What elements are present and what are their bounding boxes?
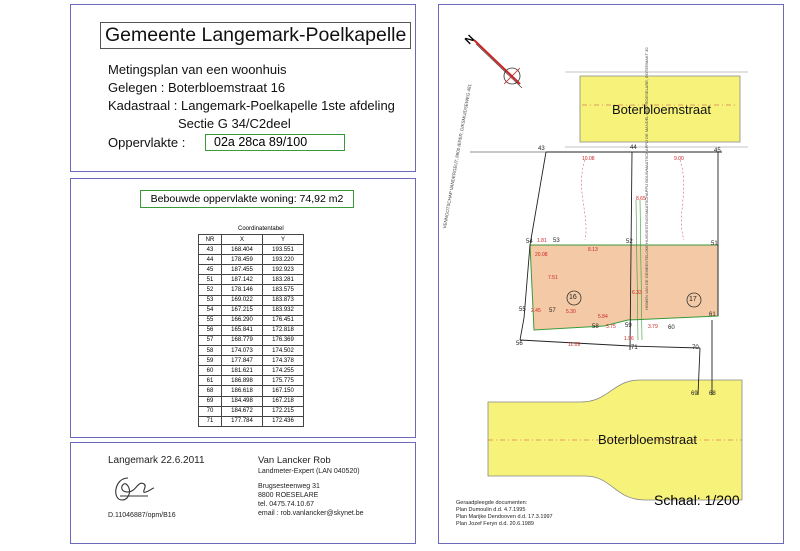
point-57: 57 <box>549 308 556 314</box>
coord-cell-y: 172.818 <box>263 325 304 335</box>
doc-1: Plan Dumoulin d.d. 4.7.1995 <box>456 507 526 513</box>
coord-cell-nr: 53 <box>199 295 222 305</box>
point-44: 44 <box>630 145 637 151</box>
coord-cell-x: 186.898 <box>222 376 263 386</box>
coord-cell-nr: 51 <box>199 275 222 285</box>
coord-cell-x: 168.779 <box>222 335 263 345</box>
coord-cell-x: 165.841 <box>222 325 263 335</box>
lot-16: 16 <box>569 294 577 301</box>
table-row <box>199 396 304 406</box>
col-nr: NR <box>199 235 222 245</box>
table-row <box>199 295 304 305</box>
coord-cell-nr: 71 <box>199 416 222 426</box>
table-row <box>199 346 304 356</box>
coord-cell-nr: 45 <box>199 265 222 275</box>
north-label: N <box>462 32 478 48</box>
dim-44-45: 9.00 <box>674 156 684 162</box>
col-y: Y <box>263 235 304 245</box>
email: email : rob.vanlancker@skynet.be <box>258 510 364 517</box>
doc-3: Plan Jozef Feryn d.d. 20.6.1989 <box>456 521 534 527</box>
coord-cell-y: 167.150 <box>263 386 304 396</box>
coord-cell-x: 177.847 <box>222 356 263 366</box>
dim-52-59: 6.33 <box>632 290 642 296</box>
coord-cell-nr: 43 <box>199 245 222 255</box>
table-row <box>199 325 304 335</box>
address-street: Brugsesteenweg 31 <box>258 483 320 490</box>
area-value: 02a 28ca 89/100 <box>205 134 345 151</box>
cadastral: Kadastraal : Langemark-Poelkapelle 1ste afdeling <box>108 98 395 113</box>
table-row <box>199 245 304 255</box>
coord-cell-y: 167.218 <box>263 396 304 406</box>
point-70: 70 <box>692 345 699 351</box>
location: Gelegen : Boterbloemstraat 16 <box>108 80 286 95</box>
point-55: 55 <box>519 307 526 313</box>
area-label: Oppervlakte : <box>108 135 186 150</box>
coord-cell-nr: 68 <box>199 386 222 396</box>
table-row <box>199 315 304 325</box>
page-title: Gemeente Langemark-Poelkapelle <box>100 22 411 49</box>
dim-58-v: 5.84 <box>598 314 608 320</box>
coord-cell-x: 186.618 <box>222 386 263 396</box>
built-area: Bebouwde oppervlakte woning: 74,92 m2 <box>140 190 354 208</box>
coord-cell-y: 183.281 <box>263 275 304 285</box>
coord-cell-x: 178.146 <box>222 285 263 295</box>
table-row <box>199 416 304 426</box>
survey-type: Metingsplan van een woonhuis <box>108 62 287 77</box>
table-row <box>199 335 304 345</box>
coord-cell-nr: 60 <box>199 366 222 376</box>
point-54: 54 <box>526 239 533 245</box>
coord-cell-y: 174.502 <box>263 346 304 356</box>
table-row <box>199 366 304 376</box>
coord-table <box>198 234 304 427</box>
coord-cell-nr: 44 <box>199 255 222 265</box>
table-row <box>199 265 304 275</box>
reference: D.11046887/opm/B16 <box>108 512 176 519</box>
col-x: X <box>222 235 263 245</box>
point-58: 58 <box>592 324 599 330</box>
point-56: 56 <box>516 341 523 347</box>
west-owner: VENNOOTSCHAP VANDERGEUT, 8900 IEPER, DIKSMUIDSEWEG 481 <box>442 83 473 229</box>
east-owner: HOMEN VAN DE GEMEENTELIJKE HUISVESTINGSMAATSCHAPPIJ BOUWMAATSCHAPPIJ DE MANDEL 8800 ROESELARE, BOTERMAKT 30 <box>644 47 649 310</box>
coord-cell-y: 183.932 <box>263 305 304 315</box>
coord-cell-x: 166.290 <box>222 315 263 325</box>
phone: tel. 0475.74.10.67 <box>258 501 315 508</box>
coord-cell-y: 183.575 <box>263 285 304 295</box>
dim-59-71: 1.96 <box>624 336 634 342</box>
coord-cell-nr: 54 <box>199 305 222 315</box>
table-row <box>199 285 304 295</box>
coord-cell-x: 178.459 <box>222 255 263 265</box>
coord-cell-x: 181.621 <box>222 366 263 376</box>
coord-cell-y: 193.220 <box>263 255 304 265</box>
coord-cell-y: 172.436 <box>263 416 304 426</box>
doc-2: Plan Marijke Dendooven d.d. 17.3.1997 <box>456 514 553 520</box>
point-59: 59 <box>625 323 632 329</box>
table-row <box>199 406 304 416</box>
table-row <box>199 275 304 285</box>
point-43: 43 <box>538 146 545 152</box>
address-city: 8800 ROESELARE <box>258 492 319 499</box>
coord-cell-y: 176.369 <box>263 335 304 345</box>
point-45: 45 <box>714 148 721 154</box>
coord-cell-nr: 69 <box>199 396 222 406</box>
point-68: 68 <box>709 391 716 397</box>
docs-title: Geraadpleegde documenten: <box>456 500 528 506</box>
point-61: 61 <box>709 312 716 318</box>
signature <box>108 470 156 506</box>
dim-54-53: 1.81 <box>537 238 547 244</box>
dim-54-55: 20.08 <box>535 252 548 258</box>
coord-cell-y: 174.255 <box>263 366 304 376</box>
table-row <box>199 386 304 396</box>
coord-cell-y: 174.378 <box>263 356 304 366</box>
coord-cell-x: 187.455 <box>222 265 263 275</box>
table-row <box>199 255 304 265</box>
table-row <box>199 356 304 366</box>
north-arrow-icon <box>474 40 522 88</box>
coord-cell-x: 167.215 <box>222 305 263 315</box>
scale-label: Schaal: 1/200 <box>654 492 740 508</box>
coord-cell-nr: 52 <box>199 285 222 295</box>
dim-57-58: 5.30 <box>566 309 576 315</box>
coord-cell-x: 168.404 <box>222 245 263 255</box>
coord-cell-x: 169.022 <box>222 295 263 305</box>
coord-cell-y: 193.551 <box>263 245 304 255</box>
point-71: 71 <box>631 345 638 351</box>
dim-53-57: 7.51 <box>548 275 558 281</box>
table-row <box>199 376 304 386</box>
coord-cell-nr: 58 <box>199 346 222 356</box>
street-top-label: Boterbloemstraat <box>612 102 711 117</box>
coord-cell-nr: 55 <box>199 315 222 325</box>
point-69: 69 <box>691 391 698 397</box>
coord-cell-nr: 57 <box>199 335 222 345</box>
dim-55-57: 2.45 <box>531 308 541 314</box>
dim-44-52: 8.65 <box>636 196 646 202</box>
coord-cell-x: 177.784 <box>222 416 263 426</box>
point-51: 51 <box>711 241 718 247</box>
dim-58-59: 3.75 <box>606 324 616 330</box>
dim-53-52: 8.13 <box>588 247 598 253</box>
coord-cell-x: 174.073 <box>222 346 263 356</box>
point-52: 52 <box>626 239 633 245</box>
coord-cell-y: 175.775 <box>263 376 304 386</box>
coord-cell-nr: 56 <box>199 325 222 335</box>
coord-cell-x: 187.142 <box>222 275 263 285</box>
dim-43-44: 10.08 <box>582 156 595 162</box>
coord-cell-y: 183.873 <box>263 295 304 305</box>
place-date: Langemark 22.6.2011 <box>108 455 205 466</box>
coord-cell-x: 184.672 <box>222 406 263 416</box>
coord-cell-y: 176.451 <box>263 315 304 325</box>
lot-17: 17 <box>689 296 697 303</box>
coord-cell-nr: 59 <box>199 356 222 366</box>
surveyor-name: Van Lancker Rob <box>258 455 331 466</box>
dim-56-71: 11.09 <box>568 342 581 348</box>
house-outline <box>530 245 718 330</box>
coord-cell-y: 172.215 <box>263 406 304 416</box>
coord-cell-nr: 70 <box>199 406 222 416</box>
coord-cell-x: 184.498 <box>222 396 263 406</box>
table-row <box>199 305 304 315</box>
point-60: 60 <box>668 325 675 331</box>
section: Sectie G 34/C2deel <box>178 116 291 131</box>
point-53: 53 <box>553 238 560 244</box>
site-plan <box>438 4 782 542</box>
coord-cell-y: 192.923 <box>263 265 304 275</box>
dim-59-60: 3.79 <box>648 324 658 330</box>
street-bottom-label: Boterbloemstraat <box>598 432 697 447</box>
surveyor-title: Landmeter-Expert (LAN 040520) <box>258 468 360 475</box>
coord-table-title: Coordinatentabel <box>238 226 284 232</box>
coord-cell-nr: 61 <box>199 376 222 386</box>
